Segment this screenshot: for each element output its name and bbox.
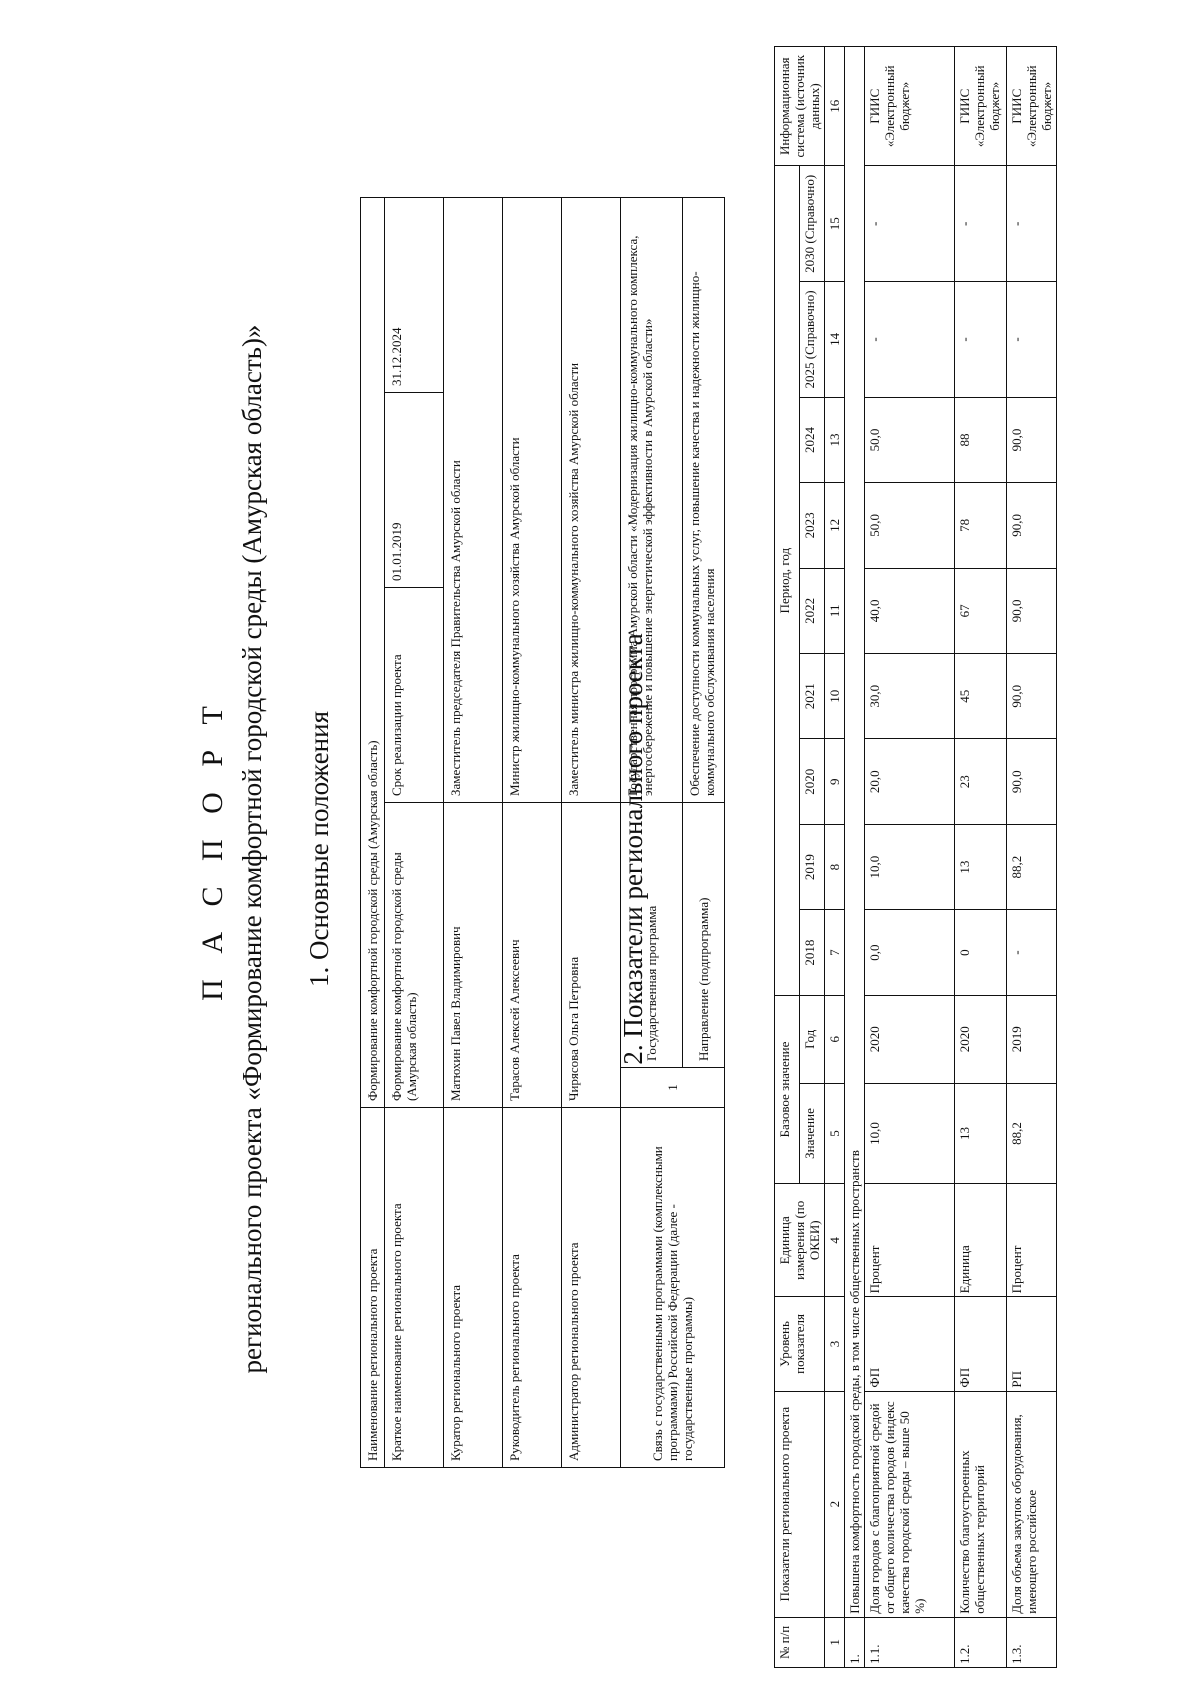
header-indicator: Показатели регионального проекта	[775, 1391, 825, 1617]
header-year: 2021	[800, 654, 825, 739]
value-short: Формирование комфортной городской среды (Амурская область)	[385, 803, 444, 1108]
label-name: Наименование регионального проекта	[361, 1108, 385, 1468]
indicator-number: 1.3.	[1007, 1617, 1057, 1667]
indicator-name: Доля городов с благоприятной средой от общего количества городов (индекс качества городской среды – выше 50 %)	[865, 1391, 955, 1617]
value-curator: Матюхин Павел Владимирович	[444, 803, 503, 1108]
column-number: 1	[825, 1617, 845, 1667]
indicator-base-value: 88,2	[1007, 1083, 1057, 1184]
header-year: 2024	[800, 397, 825, 482]
header-source: Информационная система (источник данных)	[775, 47, 825, 166]
header-year: 2030 (Справочно)	[800, 166, 825, 282]
label-gp: Государственная программа	[621, 803, 683, 1068]
header-base-year: Год	[800, 995, 825, 1083]
label-admin: Администратор регионального проекта	[562, 1108, 621, 1468]
row-name	[361, 197, 385, 1467]
column-numbers-row	[825, 47, 845, 1668]
indicator-value: 67	[955, 568, 1007, 653]
header-level: Уровень показателя	[775, 1297, 825, 1391]
header-year: 2025 (Справочно)	[800, 282, 825, 398]
column-number: 2	[825, 1391, 845, 1617]
indicator-name: Количество благоустроенных общественных территорий	[955, 1391, 1007, 1617]
header-year: 2023	[800, 483, 825, 568]
column-number: 15	[825, 166, 845, 282]
header-base: Базовое значение	[775, 995, 800, 1183]
indicator-value: 13	[955, 824, 1007, 909]
column-number: 4	[825, 1184, 845, 1297]
header-period: Период, год	[775, 166, 800, 995]
document-subtitle: регионального проекта «Формирование комфортной городской среды (Амурская область)»	[237, 324, 267, 1374]
indicator-value: 0,0	[865, 910, 955, 995]
indicator-value: 40,0	[865, 568, 955, 653]
indicator-number: 1.1.	[865, 1617, 955, 1667]
indicator-value: -	[1007, 282, 1057, 398]
indicator-base-value: 10,0	[865, 1083, 955, 1184]
indicator-value: 10,0	[865, 824, 955, 909]
indicator-value: 88,2	[1007, 824, 1057, 909]
header-year: 2022	[800, 568, 825, 653]
indicator-name: Доля объема закупок оборудования, имеющего российское	[1007, 1391, 1057, 1617]
indicator-value: 90,0	[1007, 483, 1057, 568]
role-admin: Заместитель министра жилищно-коммунального хозяйства Амурской области	[562, 197, 621, 802]
indicator-value: 78	[955, 483, 1007, 568]
label-curator: Куратор регионального проекта	[444, 1108, 503, 1468]
indicator-value: 50,0	[865, 397, 955, 482]
row-short	[385, 197, 444, 1467]
column-number: 8	[825, 824, 845, 909]
label-term: Срок реализации проекта	[385, 588, 444, 803]
indicator-base-year: 2020	[865, 995, 955, 1083]
indicator-unit: Процент	[865, 1184, 955, 1297]
indicator-value: 88	[955, 397, 1007, 482]
indicator-source: ГИИС «Электронный бюджет»	[865, 47, 955, 166]
basic-provisions-table	[360, 197, 725, 1468]
row-curator	[444, 197, 503, 1467]
header-no: № п/п	[775, 1617, 825, 1667]
indicator-unit: Единица	[955, 1184, 1007, 1297]
header-year: 2020	[800, 739, 825, 824]
indicator-value: 45	[955, 654, 1007, 739]
value-admin: Чирясова Ольга Петровна	[562, 803, 621, 1108]
column-number: 13	[825, 397, 845, 482]
indicator-level: РП	[1007, 1297, 1057, 1391]
indicator-value: -	[1007, 910, 1057, 995]
label-link: Связь с государственными программами (комплексными программами) Российской Федерации (далее - государственные программы)	[621, 1108, 725, 1468]
column-number: 12	[825, 483, 845, 568]
indicator-level: ФП	[955, 1297, 1007, 1391]
goal-number: 1.	[845, 1617, 865, 1667]
label-short: Краткое наименование регионального проекта	[385, 1108, 444, 1468]
column-number: 16	[825, 47, 845, 166]
column-number: 11	[825, 568, 845, 653]
indicator-level: ФП	[865, 1297, 955, 1391]
value-leader: Тарасов Алексей Алексеевич	[503, 803, 562, 1108]
document-title: П А С П О Р Т	[196, 697, 229, 1001]
indicator-unit: Процент	[1007, 1184, 1057, 1297]
indicator-source: ГИИС «Электронный бюджет»	[955, 47, 1007, 166]
role-leader: Министр жилищно-коммунального хозяйства Амурской области	[503, 197, 562, 802]
header-year: 2019	[800, 824, 825, 909]
indicator-value: 0	[955, 910, 1007, 995]
indicator-base-year: 2019	[1007, 995, 1057, 1083]
column-number: 10	[825, 654, 845, 739]
value-gp: Государственная программа Амурской области «Модернизация жилищно-коммунального комплекса, энергосбережение и повышение энергетической эффективности в Амурской области»	[621, 197, 683, 802]
value-end: 31.12.2024	[385, 197, 444, 392]
indicator-value: 20,0	[865, 739, 955, 824]
indicator-value: 90,0	[1007, 739, 1057, 824]
indicator-value: 50,0	[865, 483, 955, 568]
indicator-value: 23	[955, 739, 1007, 824]
section2-heading: 2. Показатели регионального проекта	[618, 633, 648, 1065]
label-leader: Руководитель регионального проекта	[503, 1108, 562, 1468]
value-start: 01.01.2019	[385, 393, 444, 588]
indicator-value: -	[1007, 166, 1057, 282]
column-number: 6	[825, 995, 845, 1083]
indicator-row	[865, 47, 955, 1668]
indicator-number: 1.2.	[955, 1617, 1007, 1667]
goal-row	[845, 47, 865, 1668]
link-number: 1	[621, 1068, 725, 1108]
column-number: 7	[825, 910, 845, 995]
indicator-base-year: 2020	[955, 995, 1007, 1083]
indicator-row	[955, 47, 1007, 1668]
column-number: 3	[825, 1297, 845, 1391]
column-number: 14	[825, 282, 845, 398]
indicator-value: -	[955, 282, 1007, 398]
role-curator: Заместитель председателя Правительства Амурской области	[444, 197, 503, 802]
row-admin	[562, 197, 621, 1467]
header-row-1	[775, 47, 800, 1668]
row-leader	[503, 197, 562, 1467]
header-year: 2018	[800, 910, 825, 995]
indicator-value: 90,0	[1007, 654, 1057, 739]
indicator-value: 90,0	[1007, 397, 1057, 482]
column-number: 5	[825, 1083, 845, 1184]
goal-text: Повышена комфортность городской среды, в том числе общественных пространств	[845, 47, 865, 1618]
indicator-source: ГИИС «Электронный бюджет»	[1007, 47, 1057, 166]
indicator-value: 90,0	[1007, 568, 1057, 653]
value-name: Формирование комфортной городской среды (Амурская область)	[361, 197, 385, 1107]
header-unit: Единица измерения (по ОКЕИ)	[775, 1184, 825, 1297]
column-number: 9	[825, 739, 845, 824]
indicator-value: 30,0	[865, 654, 955, 739]
indicator-value: -	[865, 282, 955, 398]
header-base-value: Значение	[800, 1083, 825, 1184]
indicator-row	[1007, 47, 1057, 1668]
section1-heading: 1. Основные положения	[304, 711, 334, 987]
indicator-base-value: 13	[955, 1083, 1007, 1184]
label-direction: Направление (подпрограмма)	[683, 803, 725, 1068]
indicators-table	[774, 46, 1057, 1668]
indicator-value: -	[865, 166, 955, 282]
value-direction: Обеспечение доступности коммунальных услуг, повышение качества и надежности жилищно-коммунального обслуживания населения	[683, 197, 725, 802]
indicator-value: -	[955, 166, 1007, 282]
